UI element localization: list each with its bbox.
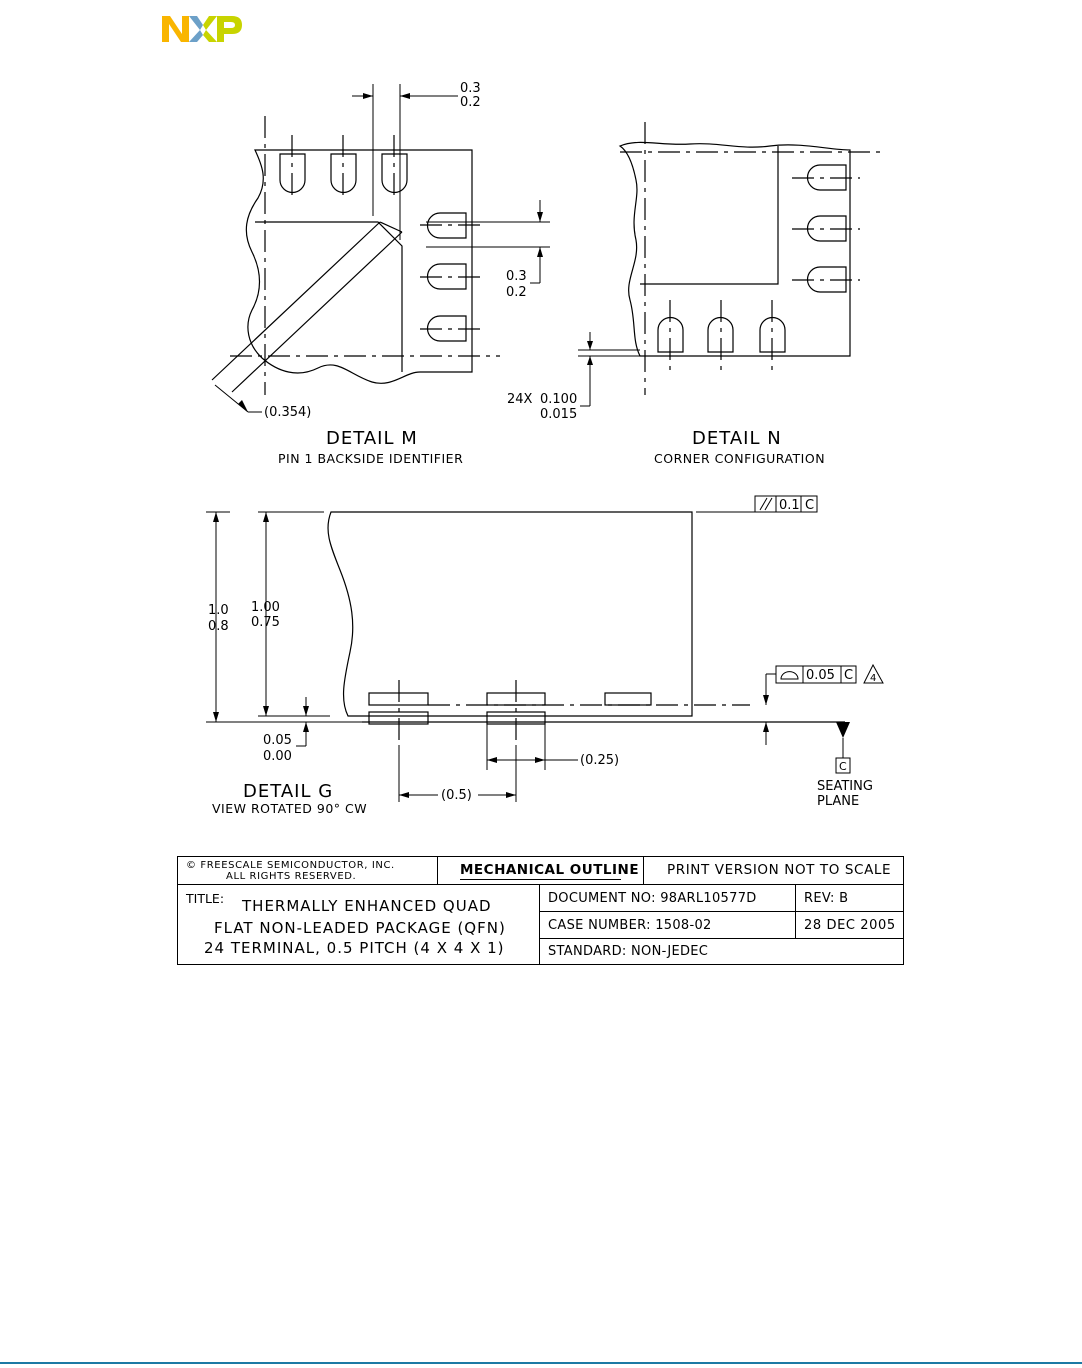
parallel-datum: C xyxy=(805,498,815,513)
datum-letter: C xyxy=(839,760,847,773)
profile-datum: C xyxy=(844,668,854,683)
detail-n-subtitle: CORNER CONFIGURATION xyxy=(654,451,826,466)
case-number: CASE NUMBER: 1508-02 xyxy=(548,918,712,933)
title-line3: 24 TERMINAL, 0.5 PITCH (4 X 4 X 1) xyxy=(204,939,505,957)
detail-g-total-max: 1.0 xyxy=(208,603,229,618)
detail-n-dim-min: 0.015 xyxy=(540,407,578,422)
title-block xyxy=(177,856,904,965)
mechanical-outline-label: MECHANICAL OUTLINE xyxy=(460,862,640,878)
detail-m-top-dim-min: 0.2 xyxy=(460,95,481,110)
detail-n xyxy=(507,122,885,466)
detail-m-top-dim-max: 0.3 xyxy=(460,81,481,96)
detail-g-total-min: 0.8 xyxy=(208,619,229,634)
detail-m xyxy=(212,81,550,466)
detail-n-dim-max: 0.100 xyxy=(540,392,578,407)
detail-g-subtitle: VIEW ROTATED 90° CW xyxy=(212,801,368,816)
copyright-line2: ALL RIGHTS RESERVED. xyxy=(226,871,357,882)
title-line2: FLAT NON-LEADED PACKAGE (QFN) xyxy=(214,919,506,937)
standard: STANDARD: NON-JEDEC xyxy=(548,944,709,959)
document-number: DOCUMENT NO: 98ARL10577D xyxy=(548,891,757,906)
seating-plane-line2: PLANE xyxy=(817,794,860,809)
detail-n-title: DETAIL N xyxy=(692,428,782,449)
mechanical-outline-underline xyxy=(460,879,621,880)
detail-g-body-min: 0.75 xyxy=(251,615,280,630)
footer-rule xyxy=(0,1362,1082,1364)
copyright-line1: © FREESCALE SEMICONDUCTOR, INC. xyxy=(186,860,395,871)
detail-g xyxy=(206,496,883,816)
title-label: TITLE: xyxy=(186,891,225,906)
detail-m-right-dim-max: 0.3 xyxy=(506,269,527,284)
detail-n-dim-prefix: 24X xyxy=(507,392,533,407)
print-version-note: PRINT VERSION NOT TO SCALE xyxy=(667,862,892,878)
detail-m-right-dim-min: 0.2 xyxy=(506,285,527,300)
document-date: 28 DEC 2005 xyxy=(804,918,896,933)
detail-m-diag-dim: (0.354) xyxy=(264,405,312,420)
detail-m-title: DETAIL M xyxy=(326,428,418,449)
detail-g-width-dim: (0.25) xyxy=(580,753,620,768)
profile-tolerance: 0.05 xyxy=(806,668,835,683)
parallel-tolerance: 0.1 xyxy=(779,498,800,513)
seating-plane-line1: SEATING xyxy=(817,779,873,794)
detail-g-standoff-max: 0.05 xyxy=(263,733,292,748)
detail-g-title: DETAIL G xyxy=(243,781,334,802)
detail-g-standoff-min: 0.00 xyxy=(263,749,292,764)
revision: REV: B xyxy=(804,891,849,906)
title-line1: THERMALLY ENHANCED QUAD xyxy=(242,897,492,915)
detail-g-body-max: 1.00 xyxy=(251,600,280,615)
note-reference: 4 xyxy=(870,673,877,684)
detail-g-pitch-dim: (0.5) xyxy=(441,788,472,803)
detail-m-subtitle: PIN 1 BACKSIDE IDENTIFIER xyxy=(278,451,464,466)
